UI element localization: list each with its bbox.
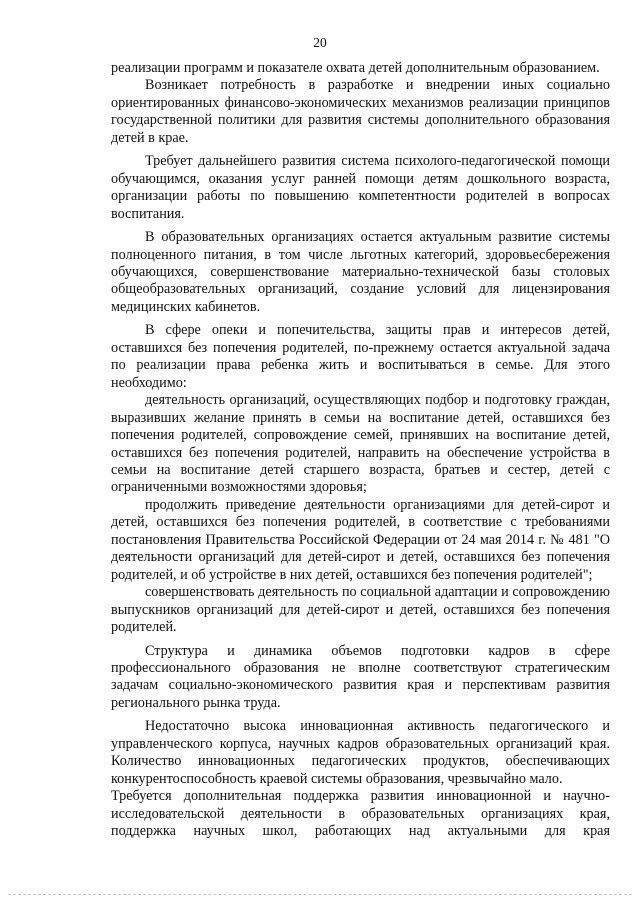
page-number: 20 bbox=[313, 35, 327, 50]
document-body bbox=[111, 60, 610, 840]
list-item: деятельность организаций, осуществляющих подбор и подготовку граждан, выразивших желание принять в семьи на воспитание детей, оставшихся без попечения родителей, сопровождение семей, принявших на воспитание детей, оставшихся без попечения родителей, направить на обеспечение устройства в семьи на воспитание детей старшего возраста, братьев и сестер, детей с ограниченными возможностями здоровья; bbox=[111, 392, 610, 496]
paragraph: Недостаточно высока инновационная активность педагогического и управленческого корпуса, научных кадров образовательных организаций края. Количество инновационных педагогических продуктов, обеспечивающих конкурентоспособность краевой системы образования, чрезвычайно мало. bbox=[111, 718, 610, 787]
list-item: продолжить приведение деятельности организациями для детей-сирот и детей, оставшихся без попечения родителей, в соответствие с требованиями постановления Правительства Российской Федерации от 24 мая 2014 г. № 481 "О деятельности организаций для детей-сирот и детей, оставшихся без попечения родителей, и об устройстве в них детей, оставшихся без попечения родителей"; bbox=[111, 496, 610, 583]
paragraph: Возникает потребность в разработке и внедрении иных социально ориентированных финансово-экономических механизмов реализации принципов государственной политики для развития системы дополнительного образования детей в крае. bbox=[111, 77, 610, 146]
scan-edge-line bbox=[8, 894, 632, 895]
paragraph: Требует дальнейшего развития система психолого-педагогической помощи обучающимся, оказания услуг ранней помощи детям дошкольного возраста, организации работы по повышению компетентности родителей в вопросах воспитания. bbox=[111, 153, 610, 222]
paragraph: Требуется дополнительная поддержка развития инновационной и научно-исследовательской деятельности в образовательных организациях края, поддержка научных школ, работающих над актуальными для края bbox=[111, 788, 610, 840]
paragraph: В сфере опеки и попечительства, защиты прав и интересов детей, оставшихся без попечения родителей, по-прежнему остается актуальной задача по реализации права ребенка жить и воспитываться в семье. Для этого необходимо: bbox=[111, 322, 610, 391]
paragraph: В образовательных организациях остается актуальным развитие системы полноценного питания, в том числе льготных категорий, здоровьесбережения обучающихся, совершенствование материально-технической базы столовых общеобразовательных организаций, создание условий для лицензирования медицинских кабинетов. bbox=[111, 229, 610, 315]
paragraph: Структура и динамика объемов подготовки кадров в сфере профессионального образования не вполне соответствуют стратегическим задачам социально-экономического развития края и перспективам развития регионального рынка труда. bbox=[111, 642, 610, 711]
list-item: совершенствовать деятельность по социальной адаптации и сопровождению выпускников организаций для детей-сирот и детей, оставшихся без попечения родителей. bbox=[111, 584, 610, 636]
paragraph: реализации программ и показателе охвата детей дополнительным образованием. bbox=[111, 60, 600, 76]
